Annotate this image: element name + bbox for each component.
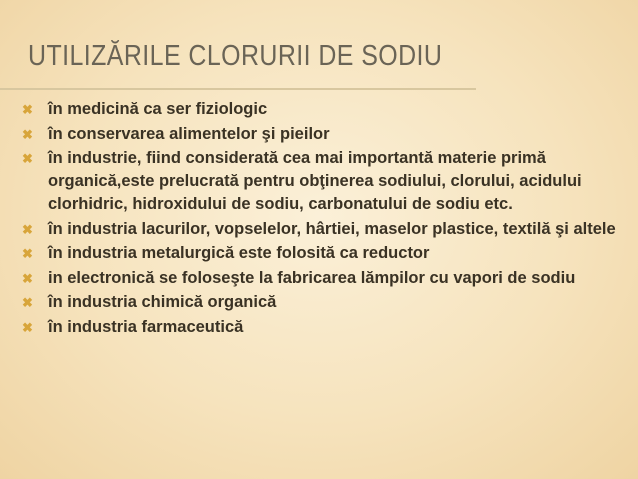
bullet-text: în medicină ca ser fiziologic: [48, 100, 268, 118]
x-bullet-icon: ✖: [22, 246, 33, 261]
bullet-item-metallurgy: [22, 242, 618, 265]
x-bullet-icon: ✖: [22, 319, 33, 335]
x-bullet-icon: ✖: [22, 102, 33, 117]
bullet-text: în conservarea alimentelor şi pieilor: [48, 124, 330, 143]
x-bullet-icon: ✖: [22, 126, 33, 142]
bullet-text: în industria chimică organică: [48, 293, 277, 311]
bullet-text: in electronică se foloseşte la fabricarea lămpilor cu vapori de sodiu: [48, 268, 576, 287]
x-bullet-icon: ✖: [22, 270, 33, 286]
bullet-text: în industria farmaceutică: [48, 317, 244, 336]
bullet-item-pharmaceutical: [22, 316, 618, 339]
x-bullet-icon: ✖: [22, 151, 33, 166]
title-underline: [0, 88, 476, 90]
bullet-text: în industrie, fiind considerată cea mai importantă materie primă organică,este prelucrată pentru obţinerea sodiului, clorului, acidului clorhidric, hidroxidului de sodiu, carbonatului de sodiu etc.: [48, 149, 582, 213]
bullet-item-medicine: [22, 98, 618, 121]
bullet-text: în industria lacurilor, vopselelor, hârtiei, maselor plastice, textilă şi altele: [48, 219, 616, 238]
bullet-item-lacquers: [22, 218, 618, 241]
bullet-item-electronics: [22, 267, 618, 290]
bullet-item-industry: [22, 147, 618, 216]
bullet-list: [22, 98, 618, 340]
slide-title: UTILIZĂRILE CLORURII DE SODIU: [28, 40, 443, 72]
x-bullet-icon: ✖: [22, 295, 33, 310]
bullet-text: în industria metalurgică este folosită ca reductor: [48, 244, 430, 262]
x-bullet-icon: ✖: [22, 221, 33, 237]
bullet-item-organic-chemistry: [22, 291, 618, 314]
bullet-item-preservation: [22, 123, 618, 146]
